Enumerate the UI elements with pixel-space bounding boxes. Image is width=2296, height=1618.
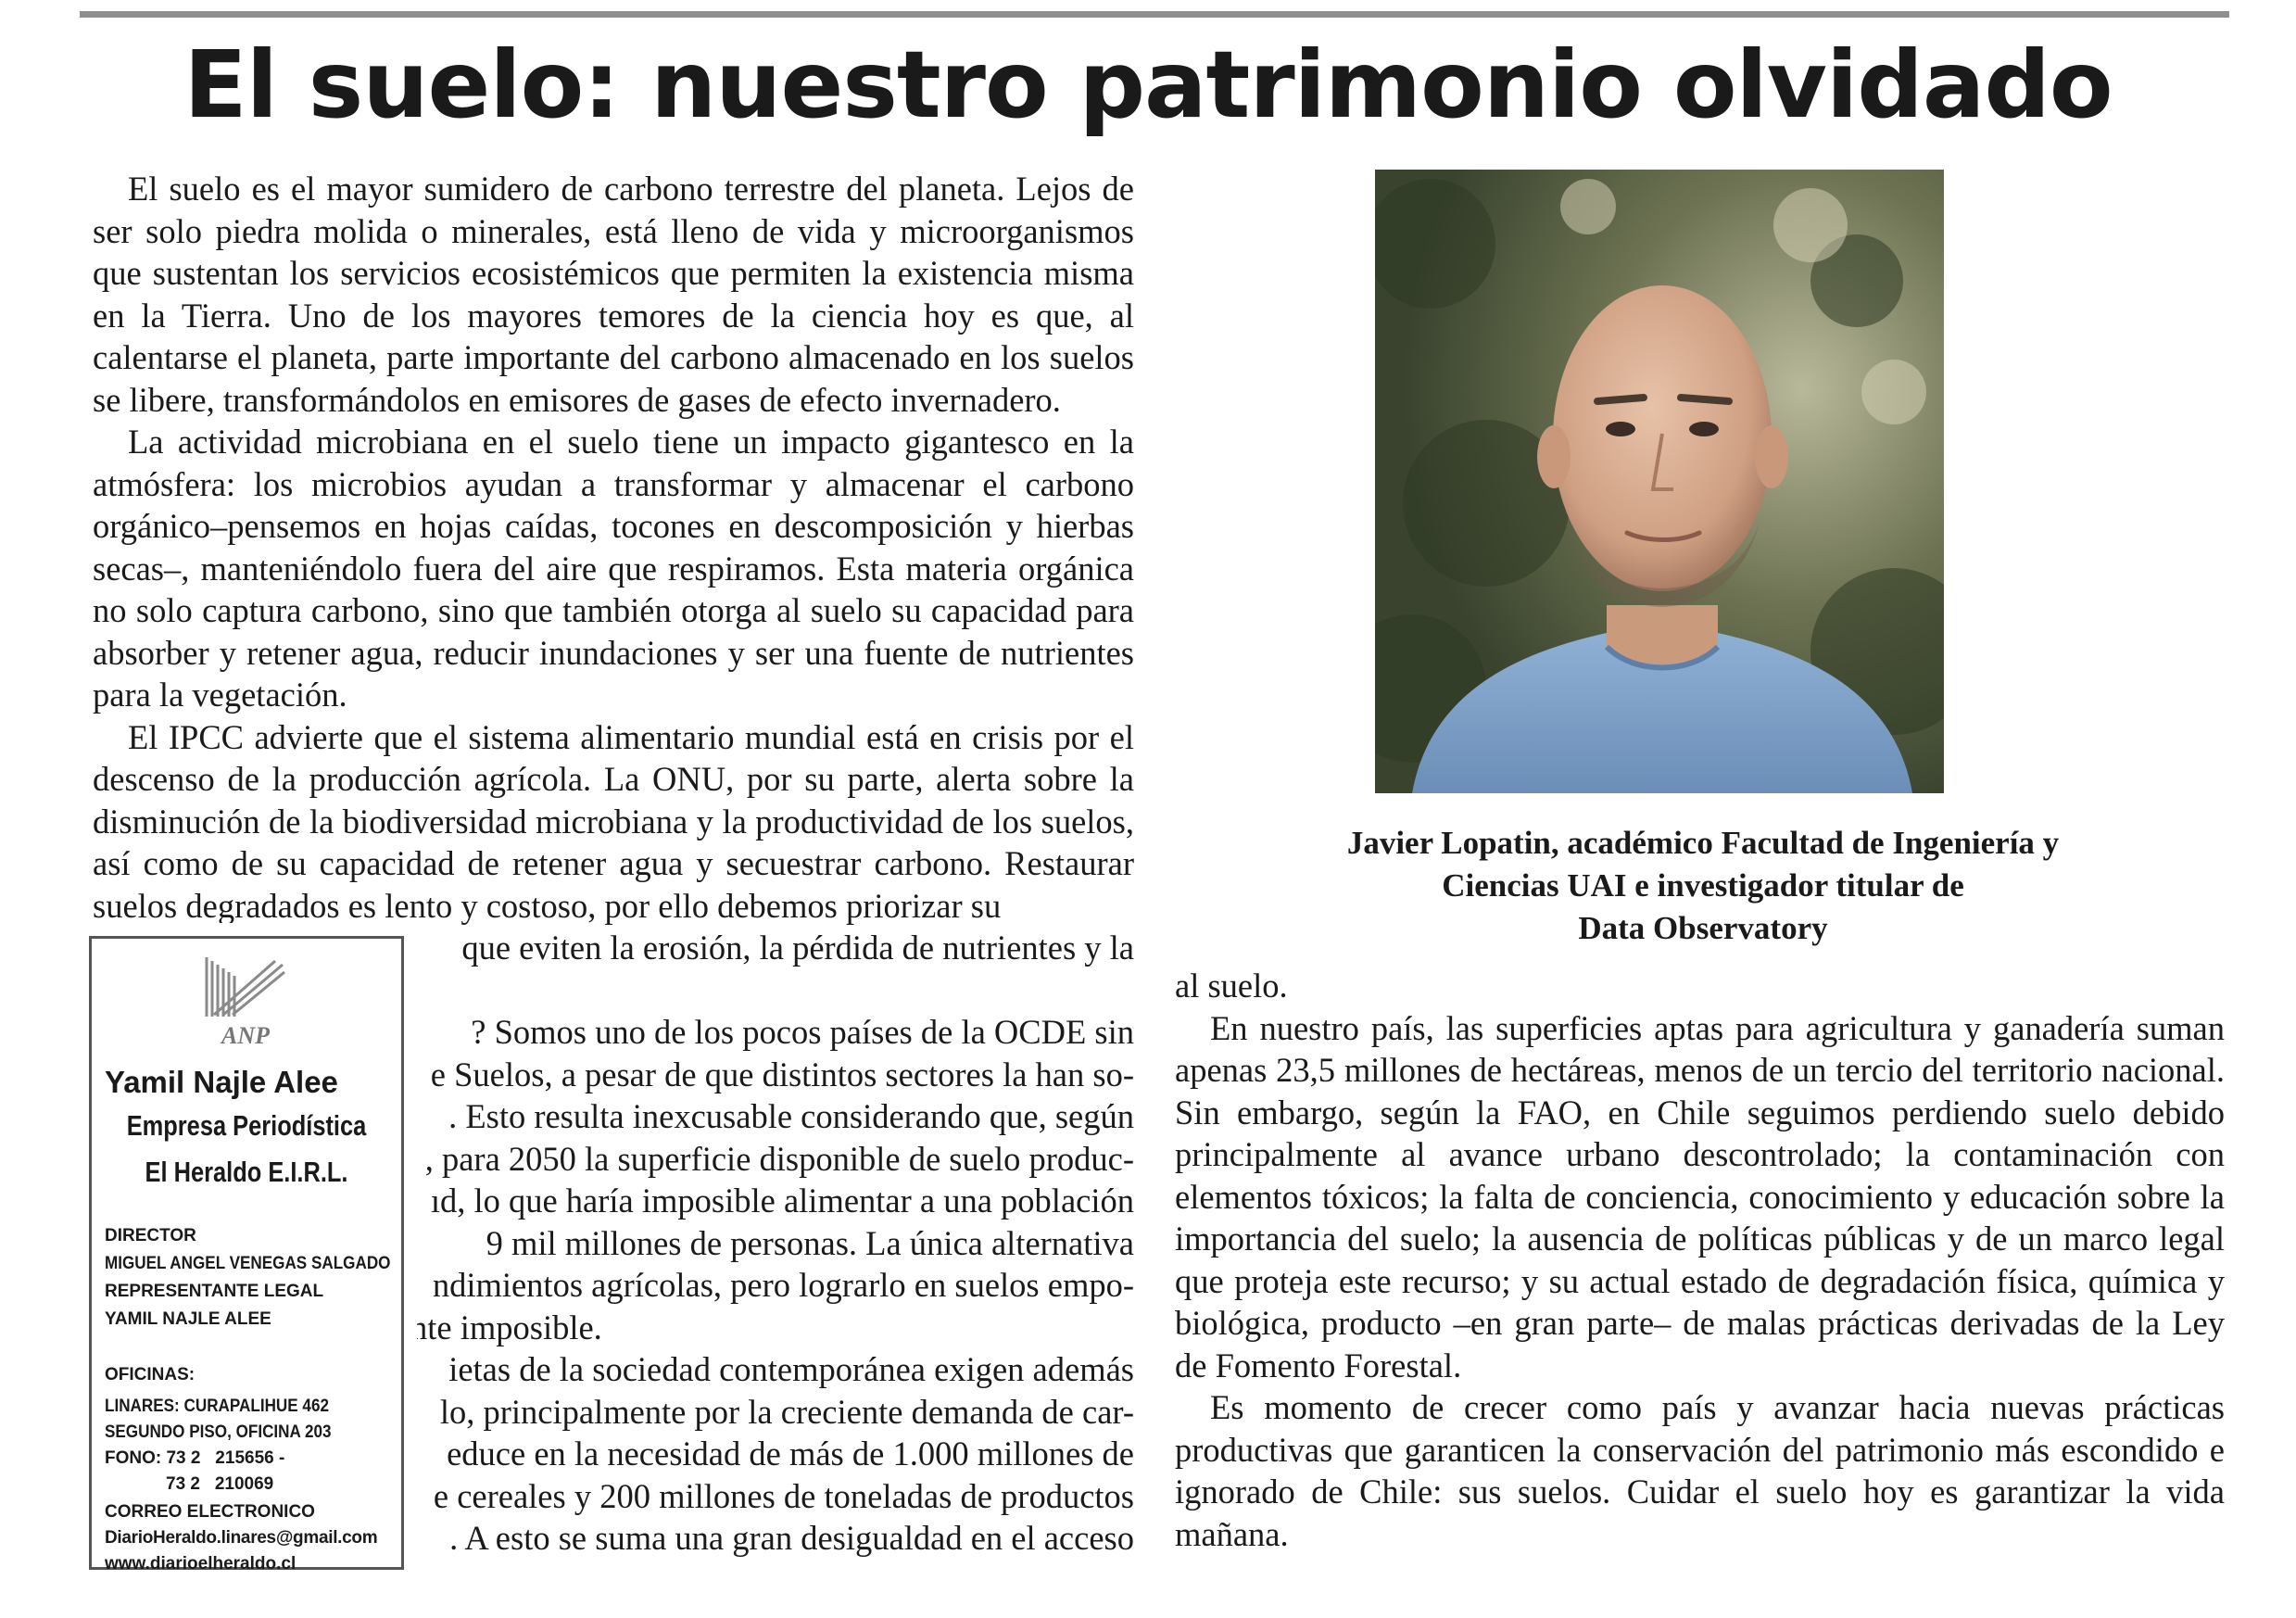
- director-label: DIRECTOR: [105, 1226, 196, 1245]
- fragment-line: ietas de la sociedad contemporánea exigen además: [448, 1350, 1134, 1388]
- company-name-line2: El Heraldo E.I.R.L.: [145, 1156, 348, 1188]
- director-name: MIGUEL ANGEL VENEGAS SALGADO: [105, 1254, 391, 1273]
- caption-line: Data Observatory: [1578, 910, 1828, 946]
- phone-line2: 73 2 210069: [166, 1474, 274, 1494]
- caption-line: Javier Lopatin, académico Facultad de Ingeniería y: [1346, 825, 2060, 861]
- paragraph-6: En nuestro país, las superficies aptas para agricultura y ganadería suman apenas 23,5 millones de hectáreas, menos de un tercio del territorio nacional. Sin embargo, según la FAO, en Chile seguimos perdiendo suelo debido principalmente al avance urbano descontrolado; la contaminación con elementos tóxicos; la falta de conciencia, conocimiento y educación sobre la importancia del suelo; la ausencia de políticas públicas y de un marco legal que proteja este recurso; y su actual estado de degradación física, química y biológica, producto –en gran parte– de malas prácticas derivadas de la Ley de Fomento Forestal.: [1175, 1008, 2225, 1384]
- photo-caption: [1221, 822, 2185, 950]
- office-address-line1: LINARES: CURAPALIHUE 462: [105, 1397, 329, 1416]
- offices-label: OFICINAS:: [105, 1365, 196, 1384]
- company-name-line1: Empresa Periodística: [126, 1109, 367, 1142]
- fragment-line: lo, principalmente por la creciente demanda de car-: [439, 1392, 1134, 1431]
- portrait-photo: [1375, 170, 1944, 793]
- fragment-line: , para 2050 la superficie disponible de suelo produc-: [424, 1139, 1134, 1178]
- masthead-box: [89, 936, 404, 1574]
- fragment-line: . A esto se suma una gran desigualdad en el acceso: [449, 1519, 1134, 1557]
- paragraph-3-fragment: que eviten la erosión, la pérdida de nutrientes y la: [461, 929, 1134, 967]
- fragment-line: ? Somos uno de los pocos países de la OCDE sin: [471, 1013, 1134, 1051]
- fragment-line: ıd, lo que haría imposible alimentar a una población: [430, 1182, 1134, 1220]
- paragraph-3: El IPCC advierte que el sistema alimentario mundial está en crisis por el descenso de la producción agrícola. La ONU, por su parte, alerta sobre la disminución de la biodiversidad microbiana y la productividad de los suelos, así como de su capacidad de retener agua y secuestrar carbono. Restaurar suelos degradados es lento y costoso, por ello debemos priorizar su: [93, 717, 1134, 925]
- fragment-line: ndimientos agrícolas, pero lograrlo en suelos empo-: [432, 1266, 1134, 1304]
- fragment-line: e cereales y 200 millones de toneladas de productos: [433, 1476, 1134, 1515]
- phone-line1: FONO: 73 2 215656 -: [105, 1448, 285, 1468]
- headline: El suelo: nuestro patrimonio olvidado: [183, 31, 2113, 139]
- office-address-line2: SEGUNDO PISO, OFICINA 203: [105, 1422, 332, 1442]
- email-label: CORREO ELECTRONICO: [105, 1502, 315, 1522]
- logo-text: ANP: [221, 1022, 270, 1049]
- fragment-line: educe en la necesidad de más de 1.000 millones de: [447, 1435, 1134, 1473]
- paragraph-7: Es momento de crecer como país y avanzar hacia nuevas prácticas productivas que garanticen la conservación del patrimonio más escondido e ignorado de Chile: sus suelos. Cuidar el suelo hoy es garantizar la vida mañana.: [1175, 1388, 2225, 1553]
- fragment-line: e Suelos, a pesar de que distintos sectores la han so-: [430, 1055, 1134, 1093]
- fragment-line: nte imposible.: [410, 1308, 602, 1346]
- email-address[interactable]: DiarioHeraldo.linares@gmail.com: [105, 1528, 378, 1548]
- paragraph-continuation: al suelo.: [1175, 967, 1288, 1005]
- caption-line: Ciencias UAI e investigador titular de: [1442, 867, 1964, 904]
- fragment-line: . Esto resulta inexcusable considerando que, según: [448, 1097, 1134, 1135]
- fragment-line: 9 mil millones de personas. La única alternativa: [486, 1223, 1134, 1262]
- paragraph-2: La actividad microbiana en el suelo tiene un impacto gigantesco en la atmósfera: los microbios ayudan a transformar y almacenar el carbono orgánico–pensemos en hojas caídas, tocones en descomposición y hierbas secas–, manteniéndolo fuera del aire que respiramos. Esta materia orgánica no solo captura carbono, sino que también otorga al suelo su capacidad para absorber y retener agua, reducir inundaciones y ser una fuente de nutrientes para la vegetación.: [93, 423, 1134, 714]
- legal-rep-label: REPRESENTANTE LEGAL: [105, 1282, 324, 1301]
- publisher-name: Yamil Najle Alee: [105, 1065, 338, 1099]
- article-right-column: [1175, 965, 2225, 1555]
- top-rule: [80, 11, 2229, 18]
- legal-rep-name: YAMIL NAJLE ALEE: [105, 1309, 271, 1329]
- website[interactable]: www.diarioelheraldo.cl: [105, 1554, 296, 1574]
- paragraph-1: El suelo es el mayor sumidero de carbono terrestre del planeta. Lejos de ser solo piedra molida o minerales, está lleno de vida y microorganismos que sustentan los servicios ecosistémicos que permiten la existencia misma en la Tierra. Uno de los mayores temores de la ciencia hoy es que, al calentarse el planeta, parte importante del carbono almacenado en los suelos se libere, transformándolos en emisores de gases de efecto invernadero.: [93, 170, 1134, 419]
